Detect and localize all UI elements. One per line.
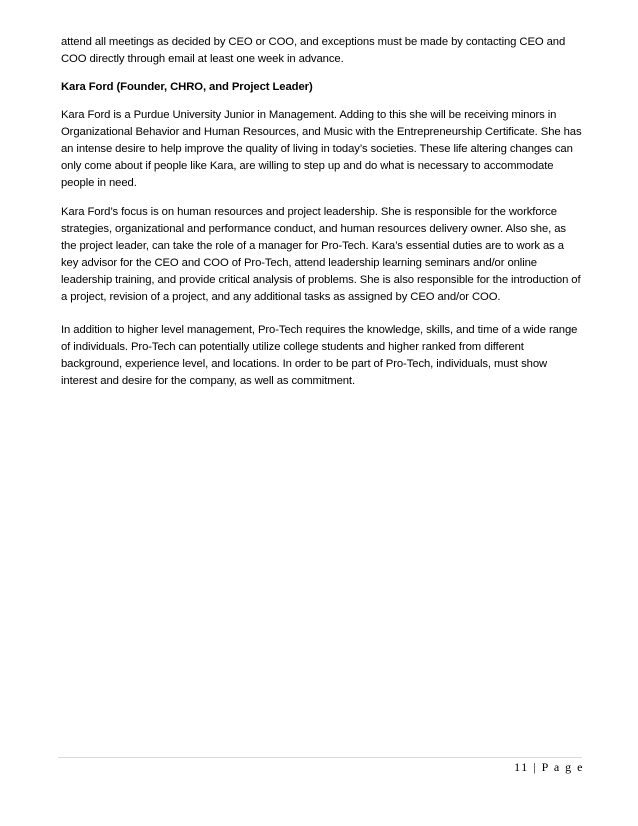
footer-separator: | [533,760,538,774]
paragraph-kara-focus: Kara Ford’s focus is on human resources and project leadership. She is responsible for the workforce strategies, organizational and performance conduct, and human resources delivery owner. Also she, as the project leader, can take the role of a manager for Pro-Tech. Kara’s essential duties are to work as a key advisor for the CEO and COO of Pro-Tech, attend leadership learning seminars and/or online leadership training, and provide critical analysis of problems. She is also responsible for the introduction of a project, revision of a project, and any additional tasks as assigned by CEO and/or COO. [61,206,581,303]
paragraph-kara-bio: Kara Ford is a Purdue University Junior in Management. Adding to this she will be receiving minors in Organizational Behavior and Human Resources, and Music with the Entrepreneurship Certificate. She has an intense desire to help improve the quality of living in today’s societies. These life altering changes can only come about if people like Kara, are willing to step up and do what is necessary to accommodate people in need. [61,109,582,189]
footer-divider [58,757,582,758]
section-heading-kara-ford: Kara Ford (Founder, CHRO, and Project Leader) [61,81,313,93]
paragraph-meetings: attend all meetings as decided by CEO or COO, and exceptions must be made by contacting CEO and COO directly through email at least one week in advance. [61,36,566,65]
paragraph-requirements: In addition to higher level management, Pro-Tech requires the knowledge, skills, and time of a wide range of individuals. Pro-Tech can potentially utilize college students and higher ranked from different background, experience level, and locations. In order to be part of Pro-Tech, individuals, must show interest and desire for the company, as well as commitment. [61,324,578,387]
page-footer [514,760,584,775]
page-number: 11 [514,760,529,774]
page-label: P a g e [541,760,584,774]
